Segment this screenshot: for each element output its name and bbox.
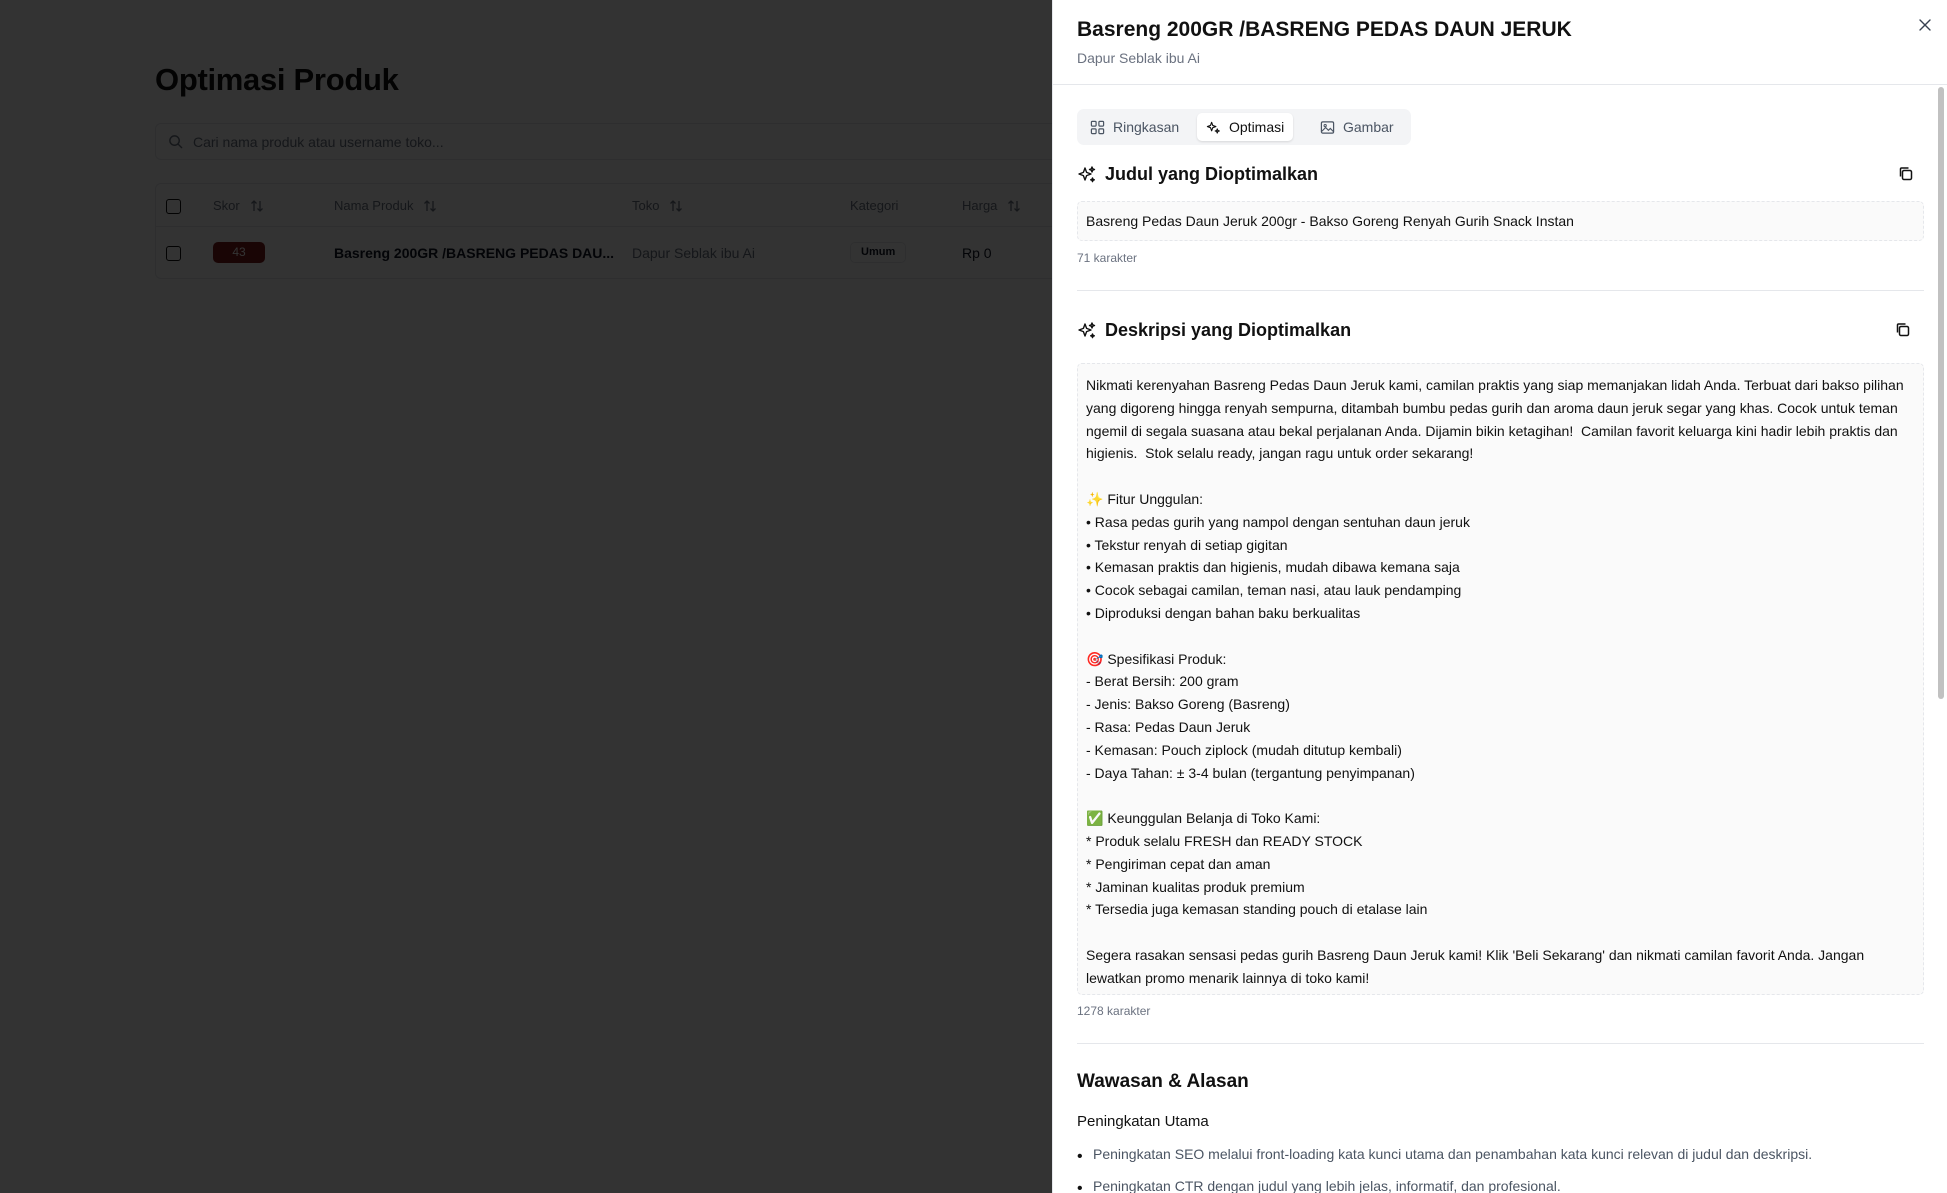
- copy-icon[interactable]: [1893, 320, 1913, 340]
- scrollbar[interactable]: [1938, 87, 1944, 699]
- insights-heading: Wawasan & Alasan: [1077, 1071, 1249, 1092]
- divider: [1077, 290, 1924, 291]
- sparkles-icon: [1206, 120, 1221, 135]
- optimized-title-field[interactable]: Basreng Pedas Daun Jeruk 200gr - Bakso Goreng Renyah Gurih Snack Instan: [1077, 201, 1924, 241]
- title-char-count: 71 karakter: [1077, 251, 1138, 265]
- tab-list: [1077, 109, 1411, 145]
- description-char-count: 1278 karakter: [1077, 1004, 1151, 1018]
- copy-icon[interactable]: [1896, 164, 1916, 184]
- sparkles-icon: [1077, 321, 1097, 341]
- grid-icon: [1090, 120, 1105, 135]
- panel-title: Basreng 200GR /BASRENG PEDAS DAUN JERUK: [1077, 18, 1572, 41]
- optimized-description-field[interactable]: Nikmati kerenyahan Basreng Pedas Daun Jeruk kami, camilan praktis yang siap memanjakan lidah Anda. Terbuat dari bakso pilihan yang digoreng hingga renyah sempurna, ditambah bumbu pedas gurih dan aroma daun jeruk segar yang khas. Cocok untuk teman ngemil di segala suasana atau bekal perjalanan Anda. Dijamin bikin ketagihan! Camilan favorit keluarga kini hadir lebih praktis dan higienis. Stok selalu ready, jangan ragu untuk order sekarang! ✨ Fitur Unggulan: • Rasa pedas gurih yang nampol dengan sentuhan daun jeruk • Tekstur renyah di setiap gigitan • Kemasan praktis dan higienis, mudah dibawa kemana saja • Cocok sebagai camilan, teman nasi, atau lauk pendamping • Diproduksi dengan bahan baku berkualitas 🎯 Spesifikasi Produk: - Berat Bersih: 200 gram - Jenis: Bakso Goreng (Basreng) - Rasa: Pedas Daun Jeruk - Kemasan: Pouch ziplock (mudah ditutup kembali) - Daya Tahan: ± 3-4 bulan (tergantung penyimpanan) ✅ Keunggulan Belanja di Toko Kami: * Produk selalu FRESH dan READY STOCK * Pengiriman cepat dan aman * Jaminan kualitas produk premium * Tersedia juga kemasan standing pouch di etalase lain Segera rasakan sensasi pedas gurih Basreng Daun Jeruk kami! Klik 'Beli Sekarang' dan nikmati camilan favorit Anda. Jangan lewatkan promo menarik lainnya di toko kami!: [1077, 363, 1924, 995]
- image-icon: [1320, 120, 1335, 135]
- close-icon[interactable]: [1916, 16, 1934, 34]
- divider: [1077, 1043, 1924, 1044]
- list-item: • Peningkatan SEO melalui front-loading kata kunci utama dan penambahan kata kunci relevan di judul dan deskripsi.: [1077, 1146, 1813, 1165]
- sparkles-icon: [1077, 165, 1097, 185]
- optimized-description-heading: Deskripsi yang Dioptimalkan: [1077, 320, 1351, 341]
- tab-optimasi[interactable]: Optimasi: [1197, 113, 1293, 141]
- tab-ringkasan[interactable]: Ringkasan: [1081, 113, 1188, 141]
- list-item: • Peningkatan CTR dengan judul yang lebih jelas, informatif, dan profesional.: [1077, 1178, 1561, 1193]
- panel-subtitle: Dapur Seblak ibu Ai: [1077, 50, 1200, 66]
- insights-subheading: Peningkatan Utama: [1077, 1113, 1209, 1130]
- product-detail-panel: [1052, 0, 1947, 1193]
- optimized-title-heading: Judul yang Dioptimalkan: [1077, 164, 1318, 185]
- tab-gambar[interactable]: Gambar: [1311, 113, 1403, 141]
- panel-header: [1053, 0, 1947, 85]
